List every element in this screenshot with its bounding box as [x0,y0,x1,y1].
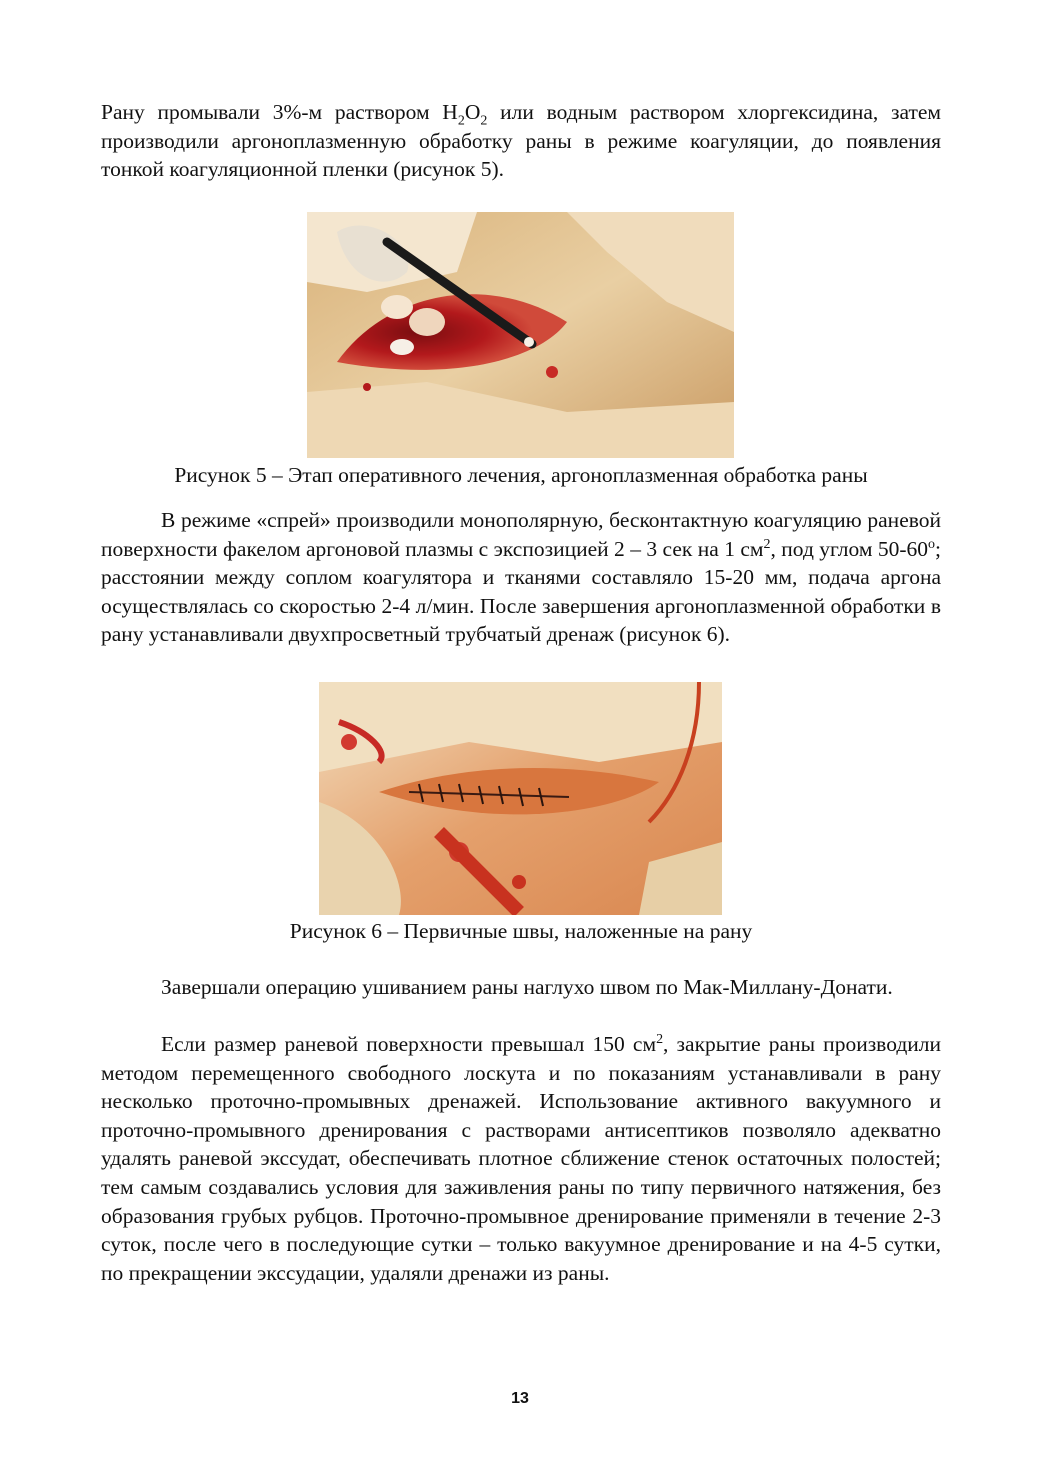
superscript: 2 [763,536,771,552]
text-run: В режиме «спрей» производили монополярную, бесконтактную коагуляцию раневой поверхности факелом аргоновой плазмы с экспозицией 2 – 3 сек на 1 см [101,508,941,561]
figure-6-photo [319,682,722,915]
figure-5-caption: Рисунок 5 – Этап оперативного лечения, аргоноплазменная обработка раны [174,463,868,487]
figure-5-photo [307,212,734,458]
subscript: 2 [457,113,465,129]
surgery-photo-argon-plasma [307,212,734,458]
superscript: o [928,536,936,552]
paragraph-drainage [101,1030,941,1287]
surgery-photo-primary-sutures [319,682,722,915]
text-run: O [464,100,481,124]
page-number: 13 [511,1390,529,1407]
text-run: Рану промывали 3%-м раствором H [101,100,458,124]
text-run: , закрытие раны производили методом перемещенного свободного лоскута и по показаниям устанавливали в рану несколько проточно-промывных дренажей. Использование активного вакуумного и проточно-промывного дренирования с растворами антисептиков позволяло адекватно удалять раневой экссудат, обеспечивать плотное сближение стенок остаточных полостей; тем самым создавались условия для заживления раны по типу первичного натяжения, без образования грубых рубцов. Проточно-промывное дренирование применяли в течение 2-3 суток, после чего в последующие сутки – только вакуумное дренирование и на 4-5 сутки, по прекращении экссудации, удаляли дренажи из раны. [101,1032,942,1285]
text-run: , под углом 50-60 [770,536,929,561]
paragraph-spray-mode [101,506,941,649]
text-run: или водным раствором хлоргексидина, затем производили аргоноплазменную обработку раны в режиме коагуляции, до появления тонкой коагуляционной пленки (рисунок 5). [101,100,942,182]
paragraph-closure: Завершали операцию ушиванием раны наглухо швом по Мак-Миллану-Донати. [161,975,893,999]
text-run: ; расстоянии между соплом коагулятора и тканями составляло 15-20 мм, подача аргона осуществлялась со скоростью 2-4 л/мин. После завершения аргоноплазменной обработки в рану устанавливали двухпросветный трубчатый дренаж (рисунок 6). [101,536,941,647]
paragraph-wound-irrigation [101,98,941,184]
figure-6-caption: Рисунок 6 – Первичные швы, наложенные на рану [289,919,753,943]
subscript: 2 [480,113,488,129]
superscript: 2 [656,1031,664,1047]
text-run: Если размер раневой поверхности превышал 150 см [161,1032,657,1056]
